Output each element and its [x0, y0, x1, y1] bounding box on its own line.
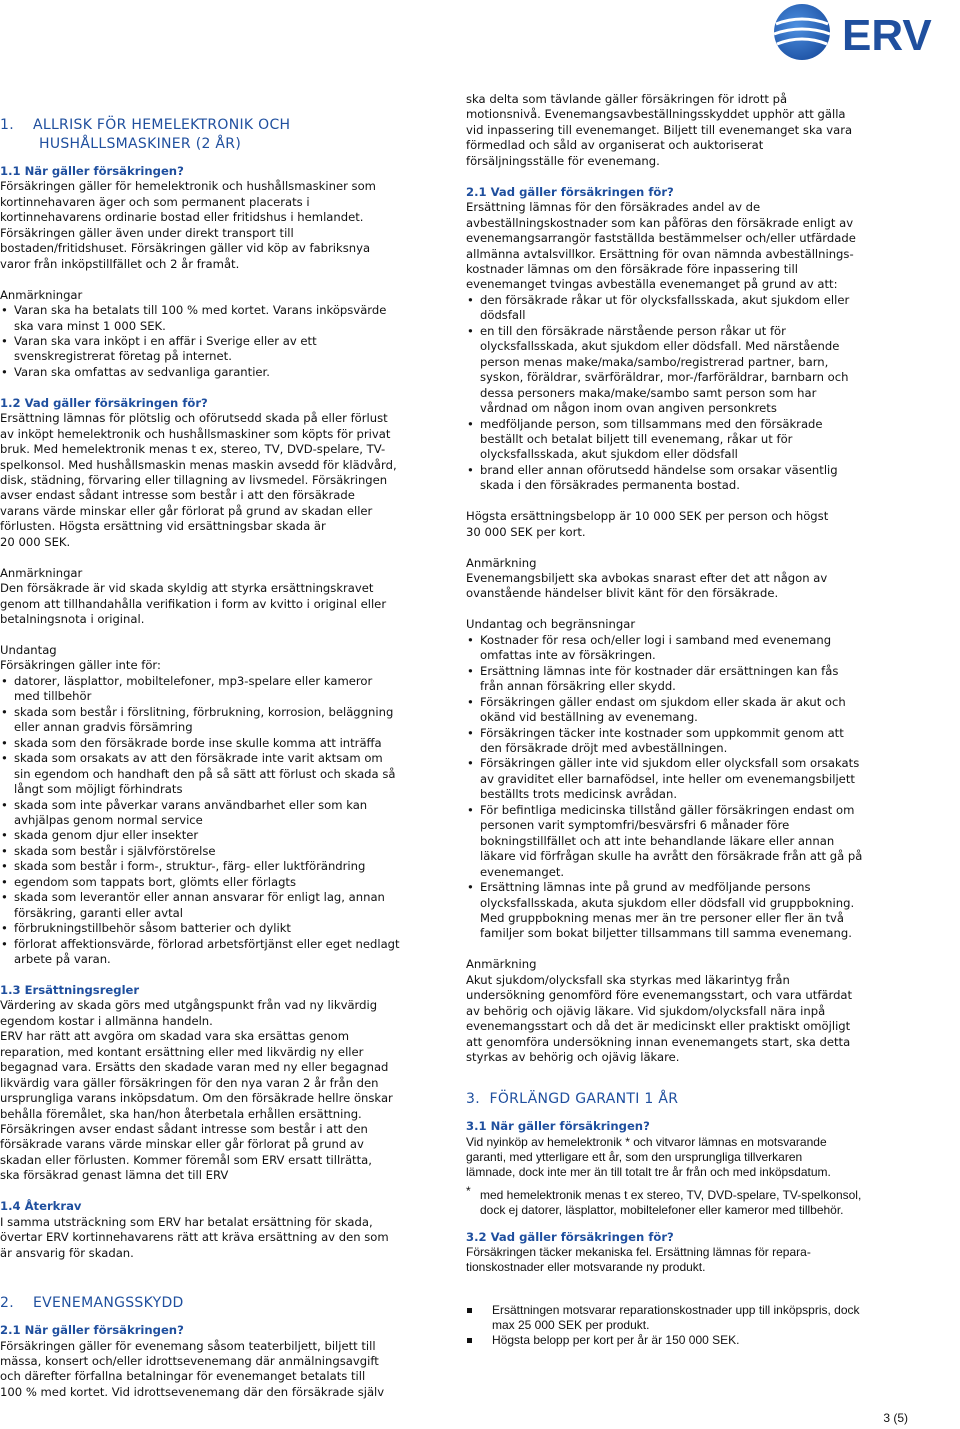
note-1-text: Evenemangsbiljett ska avbokas snarast efter det att någon av ovanstående händelser blivit känt för den försäkrade.	[466, 571, 828, 601]
exceptions-heading: Undantag och begränsningar	[466, 617, 636, 632]
section-3-1-heading: 3.1 När gäller försäkringen?	[466, 1119, 650, 1134]
exclusions-intro: Försäkringen gäller inte för:	[0, 658, 161, 673]
list-item: • brand eller annan oförutsedd händelse som orsakar väsentlig skada i den försäkrades permanenta bostad.	[466, 463, 936, 494]
list-item: Ersättningen motsvarar reparationskostnader upp till inköpspris, dock max 25 000 SEK per produkt.	[466, 1303, 936, 1333]
list-item: • medföljande person, som tillsammans med den försäkrade beställt och betalat biljett till evenemang, råkar ut för olycksfallsskada, akut sjukdom eller dödsfall	[466, 417, 936, 463]
right-column	[466, 92, 936, 1348]
list-item: • För befintliga medicinska tillstånd gäller försäkringen endast om personen varit symptomfri/besvärsfri 6 månader före bokningstillfället och att inte behandlande läkare eller annan läkare vid förfrågan skulle ha avrått den försäkrade från att gå på evenemanget.	[466, 803, 936, 880]
list-item: • skada som leverantör eller annan ansvarar för enligt lag, annan försäkring, garanti eller avtal	[0, 890, 440, 921]
exceptions-list	[466, 633, 936, 942]
list-item: • skada som inte påverkar varans användbarhet eller som kan avhjälpas genom normal service	[0, 798, 440, 829]
list-item: Högsta belopp per kort per år är 150 000 SEK.	[466, 1333, 936, 1348]
list-item: • Varan ska vara inköpt i en affär i Sverige eller av ett svenskregistrerat företag på internet.	[0, 334, 440, 365]
section-1-2-note-heading: Anmärkningar	[0, 565, 83, 580]
list-item: • Försäkringen gäller inte vid sjukdom eller olycksfall som orsakats av graviditet eller barnafödsel, inte heller om evenemangsbiljett beställts trots medicinsk avrådan.	[466, 756, 936, 802]
section-1-3-heading: 1.3 Ersättningsregler	[0, 982, 140, 997]
note-2-text: Akut sjukdom/olycksfall ska styrkas med läkarintyg från undersökning genomförd före evenemangsstart, och vara utfärdat av behörig och ojävig läkare. Vid sjukdom/olycksfall nära inpå evenemangsstart och då det är medicinskt eller praktiskt omöjligt att genomföra undersökning innan evenemangets start, ska detta styrkas av behörig och ojävig läkare.	[466, 972, 853, 1065]
section-2-title: 2. EVENEMANGSSKYDD	[0, 1295, 184, 1312]
list-item: • den försäkrade råkar ut för olycksfallsskada, akut sjukdom eller dödsfall	[466, 293, 936, 324]
exclusions-heading: Undantag	[0, 642, 57, 657]
section-1-2-heading: 1.2 Vad gäller försäkringen för?	[0, 395, 208, 410]
list-item: • en till den försäkrade närstående person råkar ut för olycksfallsskada, akut sjukdom eller dödsfall. Med närstående person menas make/maka/sambo/registrerad partner, barn, syskon, föräldrar, svärföräldrar, mor-/farföräldrar, barnbarn och dessa personers maka/make/sambo samt person som har vårdnad om någon inom ovan angiven personkrets	[466, 324, 936, 417]
list-item: • förlorat affektionsvärde, förlorad arbetsförtjänst eller eget nedlagt arbete på varan.	[0, 937, 440, 968]
section-2-1-text: Försäkringen gäller för evenemang såsom teaterbiljett, biljett till mässa, konsert och/eller idrottsevenemang där anmälningsavgift och därefter förfallna betalningar för evenemanget betalats till 100 % med kortet. Vid idrottsevenemang där den försäkrade själv	[0, 1338, 385, 1399]
list-item: • skada som orsakats av att den försäkrade inte varit aktsam om sin egendom och handhaft den på så sätt att förlust och skada så långt som möjligt förhindrats	[0, 751, 440, 797]
list-item: • Ersättning lämnas inte på grund av medföljande persons olycksfallsskada, akuta sjukdom eller dödsfall vid gruppbokning. Med gruppbokning menas mer än tre personer eller fler än två familjer som bokat biljetter tillsammans till samma evenemang.	[466, 880, 936, 942]
erv-logo-text: ERV	[842, 11, 932, 60]
left-column	[0, 92, 440, 1400]
list-item: • Varan ska ha betalats till 100 % med kortet. Varans inköpsvärde ska vara minst 1 000 SEK.	[0, 303, 440, 334]
list-item: • förbrukningstillbehör såsom batterier och dylikt	[0, 921, 440, 936]
page-number: 3 (5)	[883, 1411, 908, 1425]
list-item: • Varan ska omfattas av sedvanliga garantier.	[0, 365, 440, 380]
footnote: * med hemelektronik menas t ex stereo, TV, DVD-spelare, TV-spelkonsol, dock ej datorer, läsplattor, mobiltelefoner eller kameror med tillbehör.	[466, 1183, 862, 1217]
list-item: • datorer, läsplattor, mobiltelefoner, mp3-spelare eller kameror med tillbehör	[0, 674, 440, 705]
list-item: • skada genom djur eller insekter	[0, 828, 440, 843]
section-3-title: 3. FÖRLÄNGD GARANTI 1 ÅR	[466, 1091, 679, 1108]
note-1-heading: Anmärkning	[466, 555, 537, 570]
section-2-1b-heading: 2.1 Vad gäller försäkringen för?	[466, 184, 674, 199]
section-1-2-note-text: Den försäkrade är vid skada skyldig att styrka ersättningskravet genom att tillhandahålla verifikation i form av kvitto i original eller betalningsnota i original.	[0, 581, 387, 627]
list-item: • Ersättning lämnas inte för kostnader där ersättningen kan fås från annan försäkring eller skydd.	[466, 664, 936, 695]
section-3-2-heading: 3.2 Vad gäller försäkringen för?	[466, 1229, 674, 1244]
section-1-3-text: Värdering av skada görs med utgångspunkt från vad ny likvärdig egendom kostar i allmänna handeln. ERV har rätt att avgöra om skadad vara ska ersättas genom reparation, med kontant ersättning eller med likvärdig ny eller begagnad vara. Ersätts den skadade varan med ny eller begagnad likvärdig vara gäller försäkringen för den nya varan 2 år från den ursprungliga varans inköpsdatum. Om den försäkrade hellre önskar behålla föremålet, ska han/hon återbetala erhållen ersättning. Försäkringen avser endast sådant intresse som består i att den försäkrade varans värde minskar eller går förlorat på grund av skadan eller förlusten. Kommer föremål som ERV ersatt tillrätta, ska försäkrad genast lämna det till ERV	[0, 998, 393, 1183]
footnote-mark: *	[466, 1183, 471, 1198]
exclusions-list	[0, 674, 440, 968]
list-item: • skada som består i förslitning, förbrukning, korrosion, beläggning eller annan gradvis försämring	[0, 705, 440, 736]
list-item: • skada som består i form-, struktur-, färg- eller luktförändring	[0, 859, 440, 874]
section-3-2-list	[466, 1303, 936, 1348]
section-2-1-heading: 2.1 När gäller försäkringen?	[0, 1323, 184, 1338]
section-1-title: 1. ALLRISK FÖR HEMELEKTRONIK OCH HUSHÅLLSMASKINER (2 ÅR)	[0, 117, 291, 152]
section-2-1b-list	[466, 293, 936, 494]
section-1-1-text: Försäkringen gäller för hemelektronik och hushållsmaskiner som kortinnehavaren äger och som permanent placerats i kortinnehavarens ordinarie bostad eller fritidshus i hemlandet. Försäkringen gäller även under direkt transport till bostaden/fritidshuset. Försäkringen gäller vid köp av fabriksnya varor från inköpstillfället och 2 år framåt.	[0, 179, 376, 271]
section-1-1-note-heading: Anmärkningar	[0, 287, 83, 302]
list-item: • skada som den försäkrade borde inse skulle komma att inträffa	[0, 736, 440, 751]
list-item: • Försäkringen täcker inte kostnader som uppkommit genom att den försäkrade dröjt med avbeställningen.	[466, 726, 936, 757]
max-compensation-text: Högsta ersättningsbelopp är 10 000 SEK per person och högst 30 000 SEK per kort.	[466, 509, 829, 539]
section-1-1-note-list	[0, 303, 440, 380]
section-1-2-text: Ersättning lämnas för plötslig och oförutsedd skada på eller förlust av inköpt hemelektronik och hushållsmaskiner som köpts för privat bruk. Med hemelektronik menas t ex, stereo, TV, DVD-spelare, TV- spelkonsol. Med hushållsmaskin menas maskin avsedd för klädvård, disk, städning, förvaring eller tillagning av livsmedel. Försäkringen avser endast sådant intresse som består i att den försäkrade varans värde minskar eller går förlorat på grund av skadan eller förlusten. Högsta ersättning vid ersättningsbar skada är 20 000 SEK.	[0, 411, 397, 549]
section-1-1-heading: 1.1 När gäller försäkringen?	[0, 164, 184, 178]
list-item: • Kostnader för resa och/eller logi i samband med evenemang omfattas inte av försäkringen.	[466, 633, 936, 664]
section-1-4-heading: 1.4 Återkrav	[0, 1199, 82, 1214]
erv-globe-icon	[768, 0, 958, 64]
erv-logo	[768, 0, 958, 64]
section-3-1-text: Vid nyinköp av hemelektronik * och vitvaror lämnas en motsvarande garanti, med ytterligare ett år, som den ursprungliga tillverkaren lämnade, dock inte mer än till totalt tre år från och med inköpsdatum.	[466, 1134, 831, 1179]
section-2-1b-text: Ersättning lämnas för den försäkrades andel av de avbeställningskostnader som kan påföras den försäkrade enligt av evenemangsarrangör fastställda bestämmelser och/eller utfärdade allmänna avtalsvillkor. Ersättning för ovan nämnda avbeställnings- kostnader lämnas om den försäkrade före inpassering till evenemanget tvingas avbeställa evenemanget på grund av att:	[466, 200, 856, 292]
list-item: • egendom som tappats bort, glömts eller förlagts	[0, 875, 440, 890]
list-item: • Försäkringen gäller endast om sjukdom eller skada är akut och okänd vid beställning av evenemang.	[466, 695, 936, 726]
section-3-2-text: Försäkringen täcker mekaniska fel. Ersättning lämnas för repara- tionskostnader eller motsvarande ny produkt.	[466, 1245, 811, 1275]
list-item: • skada som består i självförstörelse	[0, 844, 440, 859]
section-1-4-text: I samma utsträckning som ERV har betalat ersättning för skada, övertar ERV kortinnehavarens rätt att kräva ersättning av den som är ansvarig för skadan.	[0, 1214, 389, 1260]
section-2-1-continued: ska delta som tävlande gäller försäkringen för idrott på motionsnivå. Evenemangsavbeställningsskyddet upphör att gälla vid inpassering till evenemanget. Biljett till evenemanget ska vara förmedlad och såld av organiserat och auktoriserat försäljningsställe för evenemang.	[466, 92, 853, 168]
note-2-heading: Anmärkning	[466, 957, 537, 972]
